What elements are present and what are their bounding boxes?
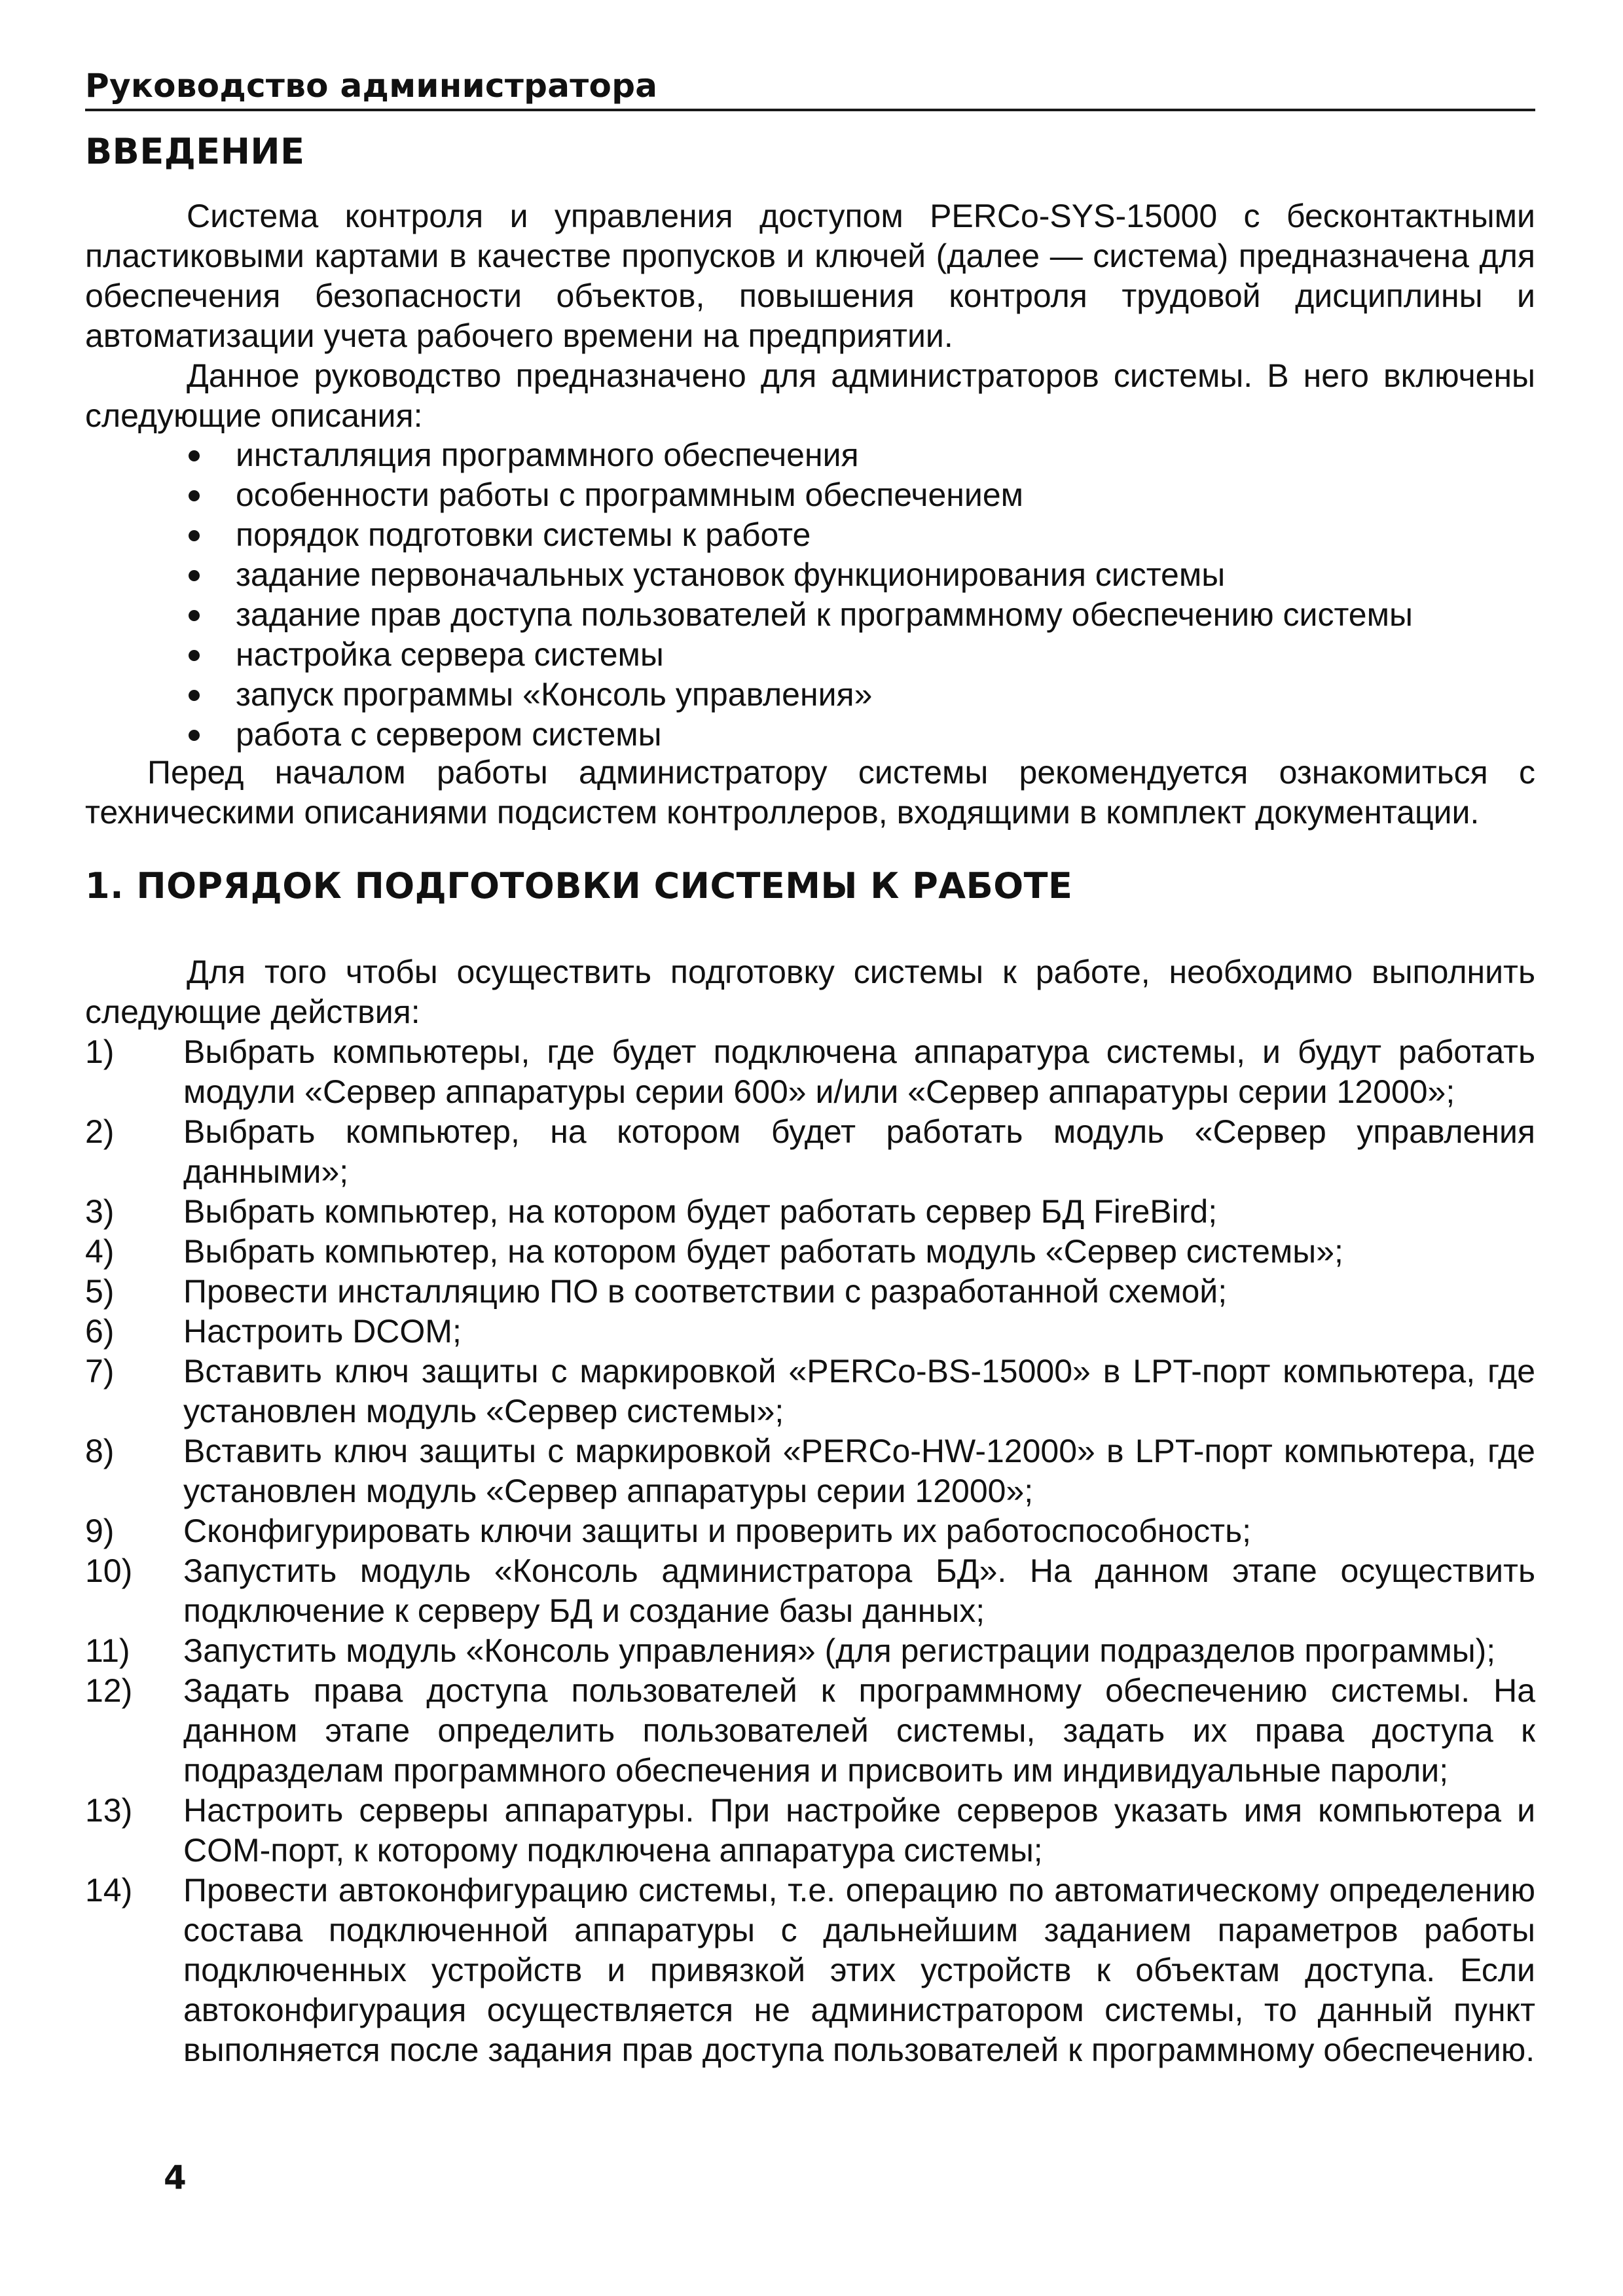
step-item	[85, 1671, 1535, 1791]
bullet-icon	[189, 490, 200, 501]
section1-paragraph-1: Для того чтобы осуществить подготовку системы к работе, необходимо выполнить следующие действия:	[85, 954, 1535, 1030]
step-text: Выбрать компьютер, на котором будет работать сервер БД FireBird;	[183, 1193, 1218, 1230]
step-item	[85, 1791, 1535, 1871]
bullet-icon	[189, 690, 200, 701]
bullet-icon	[189, 530, 200, 541]
step-item	[85, 1551, 1535, 1631]
step-number: 11)	[85, 1632, 130, 1669]
bullet-text: запуск программы «Консоль управления»	[236, 676, 873, 713]
step-text: Настроить серверы аппаратуры. При настройке серверов указать имя компьютера и COM-порт, к которому подключена аппаратура системы;	[183, 1792, 1535, 1869]
bullet-text: порядок подготовки системы к работе	[236, 516, 811, 553]
bullet-item	[85, 515, 1535, 555]
step-number: 4)	[85, 1233, 115, 1270]
step-text: Запустить модуль «Консоль администратора БД». На данном этапе осуществить подключение к серверу БД и создание базы данных;	[183, 1552, 1535, 1629]
step-number: 5)	[85, 1273, 115, 1310]
bullet-item	[85, 675, 1535, 715]
step-item	[85, 1272, 1535, 1312]
step-item	[85, 1871, 1535, 2070]
section1-heading: 1. ПОРЯДОК ПОДГОТОВКИ СИСТЕМЫ К РАБОТЕ	[85, 865, 1073, 906]
bullet-icon	[189, 730, 200, 741]
bullet-item	[85, 715, 1535, 755]
bullet-text: задание прав доступа пользователей к программному обеспечению системы	[236, 596, 1413, 633]
step-number: 3)	[85, 1193, 115, 1230]
step-number: 13)	[85, 1792, 133, 1829]
step-text: Задать права доступа пользователей к программному обеспечению системы. На данном этапе определить пользователей системы, задать их права доступа к подразделам программного обеспечения и присвоить им индивидуальные пароли;	[183, 1672, 1535, 1789]
step-number: 6)	[85, 1313, 115, 1350]
bullet-item	[85, 475, 1535, 515]
step-number: 9)	[85, 1513, 115, 1549]
bullet-icon	[189, 570, 200, 581]
step-number: 10)	[85, 1552, 133, 1589]
bullet-item	[85, 635, 1535, 675]
step-item	[85, 1631, 1535, 1671]
running-header	[85, 60, 1535, 111]
step-number: 7)	[85, 1353, 115, 1390]
bullet-text: настройка сервера системы	[236, 636, 664, 673]
step-text: Сконфигурировать ключи защиты и проверить их работоспособность;	[183, 1513, 1252, 1549]
intro-paragraph-3: Перед началом работы администратору системы рекомендуется ознакомиться с техническими описаниями подсистем контроллеров, входящими в комплект документации.	[85, 754, 1535, 831]
step-text: Вставить ключ защиты с маркировкой «PERCo-BS-15000» в LPT-порт компьютера, где установлен модуль «Сервер системы»;	[183, 1353, 1535, 1429]
bullet-text: работа с сервером системы	[236, 716, 662, 753]
step-number: 8)	[85, 1433, 115, 1469]
step-text: Вставить ключ защиты с маркировкой «PERCo-HW-12000» в LPT-порт компьютера, где установлен модуль «Сервер аппаратуры серии 12000»;	[183, 1433, 1535, 1509]
step-item	[85, 1511, 1535, 1551]
step-item	[85, 1112, 1535, 1192]
step-text: Выбрать компьютер, на котором будет работать модуль «Сервер системы»;	[183, 1233, 1343, 1270]
step-text: Выбрать компьютер, на котором будет работать модуль «Сервер управления данными»;	[183, 1113, 1535, 1190]
step-item	[85, 1312, 1535, 1352]
header-title: Руководство администратора	[85, 67, 658, 105]
step-item	[85, 1431, 1535, 1511]
intro-paragraph-2: Данное руководство предназначено для администраторов системы. В него включены следующие описания:	[85, 357, 1535, 434]
bullet-item	[85, 595, 1535, 635]
intro-heading: ВВЕДЕНИЕ	[85, 131, 305, 172]
bullet-item	[85, 435, 1535, 475]
step-item	[85, 1032, 1535, 1112]
bullet-text: задание первоначальных установок функционирования системы	[236, 556, 1226, 593]
bullet-icon	[189, 450, 200, 461]
step-text: Настроить DCOM;	[183, 1313, 462, 1350]
step-item	[85, 1232, 1535, 1272]
bullet-item	[85, 555, 1535, 595]
intro-paragraph-1: Система контроля и управления доступом PERCo-SYS-15000 с бесконтактными пластиковыми картами в качестве пропусков и ключей (далее — система) предназначена для обеспечения безопасности объектов, повышения контроля трудовой дисциплины и автоматизации учета рабочего времени на предприятии.	[85, 198, 1535, 354]
step-number: 2)	[85, 1113, 115, 1150]
intro-bullet-list	[85, 435, 1535, 755]
bullet-icon	[189, 650, 200, 661]
step-number: 1)	[85, 1033, 115, 1070]
step-number: 12)	[85, 1672, 133, 1709]
page-number: 4	[164, 2159, 187, 2197]
step-text: Запустить модуль «Консоль управления» (для регистрации подразделов программы);	[183, 1632, 1496, 1669]
step-item	[85, 1192, 1535, 1232]
step-item	[85, 1352, 1535, 1431]
step-text: Провести автоконфигурацию системы, т.е. операцию по автоматическому определению состава подключенной аппаратуры с дальнейшим заданием параметров работы подключенных устройств и привязкой этих устройств к объектам доступа. Если автоконфигурация осуществляется не администратором системы, то данный пункт выполняется после задания прав доступа пользователей к программному обеспечению.	[183, 1872, 1535, 2068]
step-text: Провести инсталляцию ПО в соответствии с разработанной схемой;	[183, 1273, 1228, 1310]
bullet-icon	[189, 610, 200, 621]
section1-steps-list	[85, 1032, 1535, 2070]
step-text: Выбрать компьютеры, где будет подключена аппаратура системы, и будут работать модули «Сервер аппаратуры серии 600» и/или «Сервер аппаратуры серии 12000»;	[183, 1033, 1535, 1110]
bullet-text: инсталляция программного обеспечения	[236, 437, 859, 473]
step-number: 14)	[85, 1872, 133, 1909]
bullet-text: особенности работы с программным обеспечением	[236, 476, 1024, 513]
